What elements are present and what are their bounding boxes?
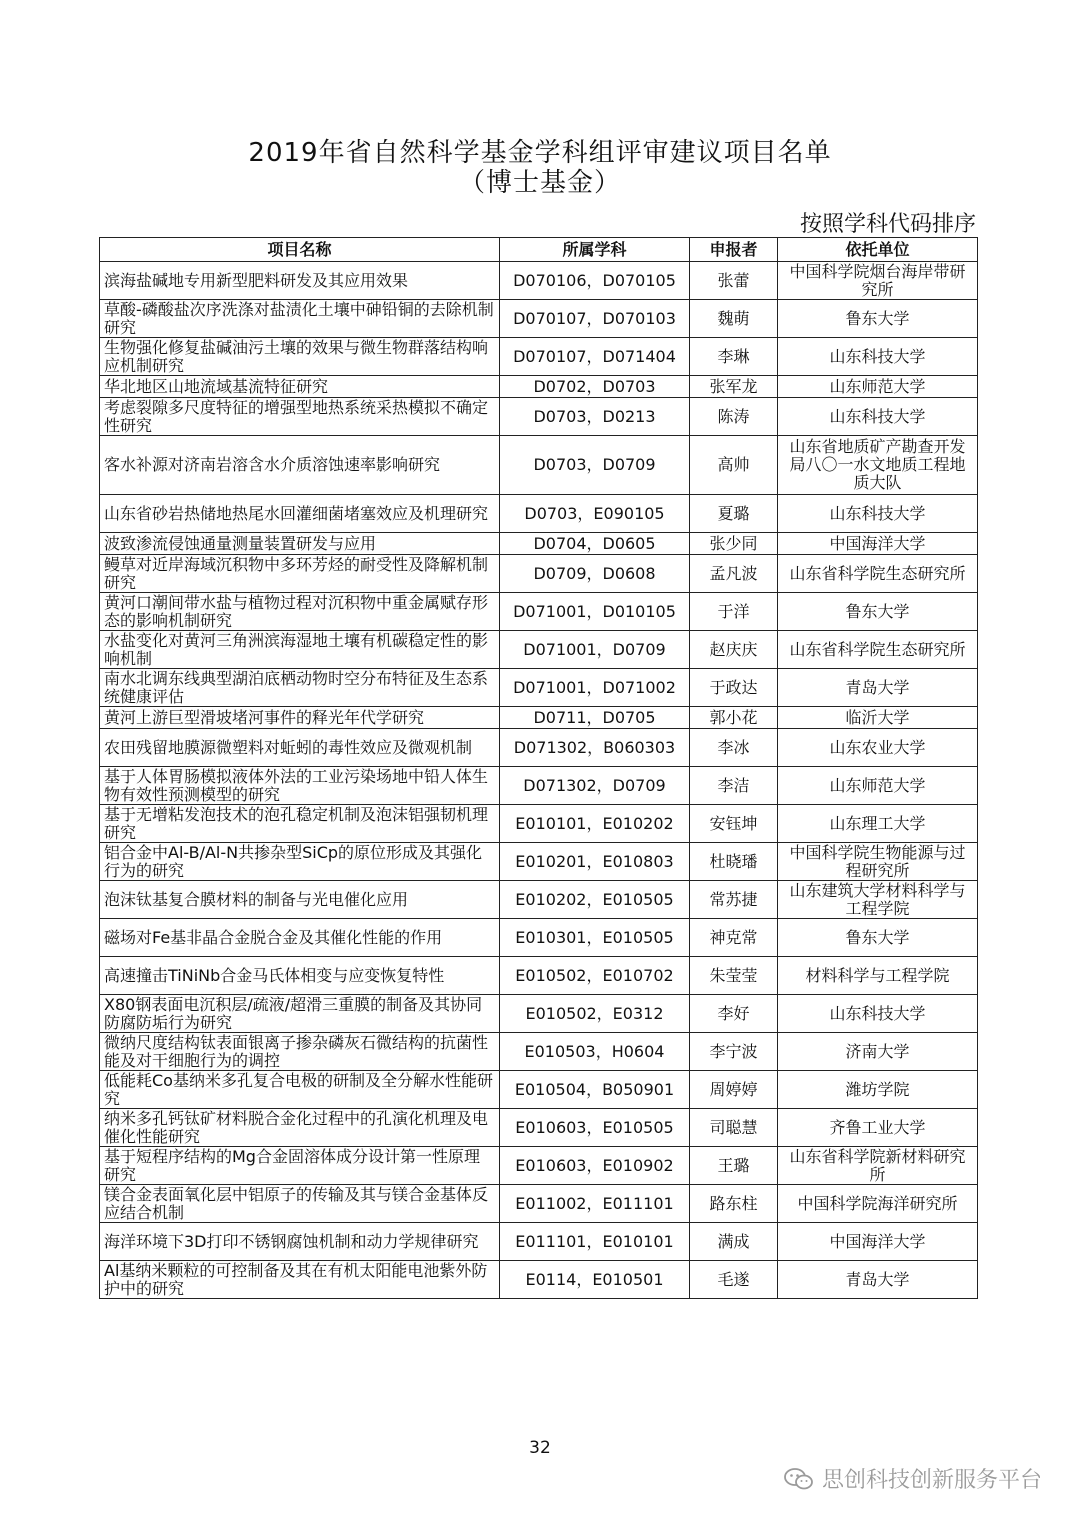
document-title: 2019年省自然科学基金学科组评审建议项目名单 bbox=[248, 138, 832, 168]
organization-cell: 鲁东大学 bbox=[778, 300, 978, 338]
subject-cell: E010301，E010505 bbox=[500, 919, 690, 957]
applicant-cell: 司聪慧 bbox=[690, 1109, 778, 1147]
sort-note: 按照学科代码排序 bbox=[799, 212, 976, 237]
applicant-cell: 孟凡波 bbox=[690, 555, 778, 593]
header-applicant: 申报者 bbox=[690, 238, 778, 262]
applicant-cell: 李洁 bbox=[690, 767, 778, 805]
applicant-cell: 张少同 bbox=[690, 533, 778, 555]
page-number: 32 bbox=[529, 1438, 551, 1458]
table-row bbox=[100, 533, 978, 555]
project-name-cell: 基于无增粘发泡技术的泡孔稳定机制及泡沫铝强韧机理研究 bbox=[100, 805, 500, 843]
subject-cell: E010504，B050901 bbox=[500, 1071, 690, 1109]
subject-cell: D0703，E090105 bbox=[500, 495, 690, 533]
organization-cell: 山东理工大学 bbox=[778, 805, 978, 843]
subject-cell: E010201，E010803 bbox=[500, 843, 690, 881]
organization-cell: 山东科技大学 bbox=[778, 338, 978, 376]
table-row bbox=[100, 1185, 978, 1223]
table-row bbox=[100, 995, 978, 1033]
subject-cell: E010101，E010202 bbox=[500, 805, 690, 843]
applicant-cell: 王璐 bbox=[690, 1147, 778, 1185]
table-row bbox=[100, 1147, 978, 1185]
table-row bbox=[100, 729, 978, 767]
header-subject: 所属学科 bbox=[500, 238, 690, 262]
table-row bbox=[100, 300, 978, 338]
organization-cell: 中国科学院烟台海岸带研究所 bbox=[778, 262, 978, 300]
project-name-cell: 磁场对Fe基非晶合金脱合金及其催化性能的作用 bbox=[100, 919, 500, 957]
project-name-cell: 山东省砂岩热储地热尾水回灌细菌堵塞效应及机理研究 bbox=[100, 495, 500, 533]
table-row bbox=[100, 919, 978, 957]
applicant-cell: 杜晓璠 bbox=[690, 843, 778, 881]
applicant-cell: 于政达 bbox=[690, 669, 778, 707]
project-name-cell: 草酸-磷酸盐次序洗涤对盐渍化土壤中砷铅铜的去除机制研究 bbox=[100, 300, 500, 338]
table-row bbox=[100, 1261, 978, 1299]
project-name-cell: 水盐变化对黄河三角洲滨海湿地土壤有机碳稳定性的影响机制 bbox=[100, 631, 500, 669]
project-name-cell: 泡沫钛基复合膜材料的制备与光电催化应用 bbox=[100, 881, 500, 919]
project-name-cell: 黄河口潮间带水盐与植物过程对沉积物中重金属赋存形态的影响机制研究 bbox=[100, 593, 500, 631]
organization-cell: 鲁东大学 bbox=[778, 593, 978, 631]
table-row bbox=[100, 805, 978, 843]
subject-cell: E010502，E010702 bbox=[500, 957, 690, 995]
organization-cell: 中国科学院生物能源与过程研究所 bbox=[778, 843, 978, 881]
project-name-cell: 客水补源对济南岩溶含水介质溶蚀速率影响研究 bbox=[100, 436, 500, 495]
subject-cell: E011002，E011101 bbox=[500, 1185, 690, 1223]
applicant-cell: 安钰坤 bbox=[690, 805, 778, 843]
project-name-cell: 华北地区山地流域基流特征研究 bbox=[100, 376, 500, 398]
organization-cell: 鲁东大学 bbox=[778, 919, 978, 957]
applicant-cell: 张军龙 bbox=[690, 376, 778, 398]
project-name-cell: 南水北调东线典型湖泊底栖动物时空分布特征及生态系统健康评估 bbox=[100, 669, 500, 707]
subject-cell: E010603，E010505 bbox=[500, 1109, 690, 1147]
project-name-cell: 镁合金表面氧化层中铝原子的传输及其与镁合金基体反应结合机制 bbox=[100, 1185, 500, 1223]
table-row bbox=[100, 495, 978, 533]
applicant-cell: 神克常 bbox=[690, 919, 778, 957]
subject-cell: D0711，D0705 bbox=[500, 707, 690, 729]
applicant-cell: 李宁波 bbox=[690, 1033, 778, 1071]
applicant-cell: 满成 bbox=[690, 1223, 778, 1261]
subject-cell: D071001，D010105 bbox=[500, 593, 690, 631]
project-name-cell: 黄河上游巨型滑坡堵河事件的释光年代学研究 bbox=[100, 707, 500, 729]
applicant-cell: 于洋 bbox=[690, 593, 778, 631]
subject-cell: E011101，E010101 bbox=[500, 1223, 690, 1261]
organization-cell: 青岛大学 bbox=[778, 1261, 978, 1299]
project-name-cell: 基于短程序结构的Mg合金固溶体成分设计第一性原理研究 bbox=[100, 1147, 500, 1185]
subject-cell: D070107，D070103 bbox=[500, 300, 690, 338]
table-header-row bbox=[100, 238, 978, 262]
subject-cell: D070107，D071404 bbox=[500, 338, 690, 376]
subject-cell: E010202，E010505 bbox=[500, 881, 690, 919]
applicant-cell: 夏璐 bbox=[690, 495, 778, 533]
table-row bbox=[100, 1109, 978, 1147]
organization-cell: 山东科技大学 bbox=[778, 495, 978, 533]
table-row bbox=[100, 707, 978, 729]
project-name-cell: X80钢表面电沉积层/疏液/超滑三重膜的制备及其协同防腐防垢行为研究 bbox=[100, 995, 500, 1033]
table-row bbox=[100, 1033, 978, 1071]
organization-cell: 山东农业大学 bbox=[778, 729, 978, 767]
organization-cell: 济南大学 bbox=[778, 1033, 978, 1071]
organization-cell: 山东省地质矿产勘查开发局八〇一水文地质工程地质大队 bbox=[778, 436, 978, 495]
table-row bbox=[100, 767, 978, 805]
applicant-cell: 郭小花 bbox=[690, 707, 778, 729]
applicant-cell: 魏萌 bbox=[690, 300, 778, 338]
table-row bbox=[100, 1223, 978, 1261]
project-name-cell: 生物强化修复盐碱油污土壤的效果与微生物群落结构响应机制研究 bbox=[100, 338, 500, 376]
table-row bbox=[100, 593, 978, 631]
applicant-cell: 张蕾 bbox=[690, 262, 778, 300]
organization-cell: 材料科学与工程学院 bbox=[778, 957, 978, 995]
project-name-cell: 滨海盐碱地专用新型肥料研发及其应用效果 bbox=[100, 262, 500, 300]
project-name-cell: Al基纳米颗粒的可控制备及其在有机太阳能电池紫外防护中的研究 bbox=[100, 1261, 500, 1299]
table-row bbox=[100, 398, 978, 436]
project-name-cell: 考虑裂隙多尺度特征的增强型地热系统采热模拟不确定性研究 bbox=[100, 398, 500, 436]
table-row bbox=[100, 436, 978, 495]
subject-cell: E010502，E0312 bbox=[500, 995, 690, 1033]
table-row bbox=[100, 631, 978, 669]
project-name-cell: 海洋环境下3D打印不锈钢腐蚀机制和动力学规律研究 bbox=[100, 1223, 500, 1261]
organization-cell: 山东科技大学 bbox=[778, 398, 978, 436]
applicant-cell: 李琳 bbox=[690, 338, 778, 376]
project-name-cell: 铝合金中Al-B/Al-N共掺杂型SiCp的原位形成及其强化行为的研究 bbox=[100, 843, 500, 881]
project-name-cell: 波致渗流侵蚀通量测量装置研发与应用 bbox=[100, 533, 500, 555]
organization-cell: 山东省科学院新材料研究所 bbox=[778, 1147, 978, 1185]
document-subtitle: （博士基金） bbox=[458, 168, 621, 198]
watermark bbox=[784, 1463, 1042, 1494]
table-row bbox=[100, 262, 978, 300]
organization-cell: 中国海洋大学 bbox=[778, 1223, 978, 1261]
table-row bbox=[100, 1071, 978, 1109]
wechat-icon bbox=[784, 1467, 814, 1491]
applicant-cell: 毛遂 bbox=[690, 1261, 778, 1299]
project-name-cell: 低能耗Co基纳米多孔复合电极的研制及全分解水性能研究 bbox=[100, 1071, 500, 1109]
organization-cell: 青岛大学 bbox=[778, 669, 978, 707]
table-row bbox=[100, 957, 978, 995]
project-name-cell: 鳗草对近岸海域沉积物中多环芳烃的耐受性及降解机制研究 bbox=[100, 555, 500, 593]
organization-cell: 齐鲁工业大学 bbox=[778, 1109, 978, 1147]
subject-cell: D0703，D0213 bbox=[500, 398, 690, 436]
watermark-text: 思创科技创新服务平台 bbox=[821, 1468, 1042, 1493]
subject-cell: D071001，D071002 bbox=[500, 669, 690, 707]
applicant-cell: 朱莹莹 bbox=[690, 957, 778, 995]
organization-cell: 山东建筑大学材料科学与工程学院 bbox=[778, 881, 978, 919]
applicant-cell: 周婷婷 bbox=[690, 1071, 778, 1109]
header-organization: 依托单位 bbox=[778, 238, 978, 262]
subject-cell: D0702，D0703 bbox=[500, 376, 690, 398]
organization-cell: 山东科技大学 bbox=[778, 995, 978, 1033]
table-row bbox=[100, 555, 978, 593]
table-row bbox=[100, 376, 978, 398]
applicant-cell: 常苏捷 bbox=[690, 881, 778, 919]
subject-cell: D071302，D0709 bbox=[500, 767, 690, 805]
applicant-cell: 李冰 bbox=[690, 729, 778, 767]
project-name-cell: 微纳尺度结构钛表面银离子掺杂磷灰石微结构的抗菌性能及对干细胞行为的调控 bbox=[100, 1033, 500, 1071]
applicant-cell: 陈涛 bbox=[690, 398, 778, 436]
table-row bbox=[100, 338, 978, 376]
subject-cell: E0114，E010501 bbox=[500, 1261, 690, 1299]
subject-cell: D071001，D0709 bbox=[500, 631, 690, 669]
project-table bbox=[99, 237, 978, 1299]
organization-cell: 中国科学院海洋研究所 bbox=[778, 1185, 978, 1223]
subject-cell: D0704，D0605 bbox=[500, 533, 690, 555]
table-row bbox=[100, 669, 978, 707]
subject-cell: E010503，H0604 bbox=[500, 1033, 690, 1071]
organization-cell: 潍坊学院 bbox=[778, 1071, 978, 1109]
subject-cell: D071302，B060303 bbox=[500, 729, 690, 767]
project-name-cell: 纳米多孔钙钛矿材料脱合金化过程中的孔演化机理及电催化性能研究 bbox=[100, 1109, 500, 1147]
organization-cell: 山东师范大学 bbox=[778, 767, 978, 805]
organization-cell: 山东省科学院生态研究所 bbox=[778, 555, 978, 593]
project-name-cell: 农田残留地膜源微塑料对蚯蚓的毒性效应及微观机制 bbox=[100, 729, 500, 767]
organization-cell: 临沂大学 bbox=[778, 707, 978, 729]
project-name-cell: 高速撞击TiNiNb合金马氏体相变与应变恢复特性 bbox=[100, 957, 500, 995]
subject-cell: E010603，E010902 bbox=[500, 1147, 690, 1185]
applicant-cell: 路东柱 bbox=[690, 1185, 778, 1223]
table-body bbox=[100, 262, 978, 1299]
subject-cell: D0709，D0608 bbox=[500, 555, 690, 593]
table-row bbox=[100, 881, 978, 919]
organization-cell: 山东省科学院生态研究所 bbox=[778, 631, 978, 669]
applicant-cell: 高帅 bbox=[690, 436, 778, 495]
header-project-name: 项目名称 bbox=[100, 238, 500, 262]
subject-cell: D0703，D0709 bbox=[500, 436, 690, 495]
applicant-cell: 赵庆庆 bbox=[690, 631, 778, 669]
organization-cell: 山东师范大学 bbox=[778, 376, 978, 398]
project-name-cell: 基于人体胃肠模拟液体外法的工业污染场地中铅人体生物有效性预测模型的研究 bbox=[100, 767, 500, 805]
organization-cell: 中国海洋大学 bbox=[778, 533, 978, 555]
subject-cell: D070106，D070105 bbox=[500, 262, 690, 300]
table-row bbox=[100, 843, 978, 881]
applicant-cell: 李好 bbox=[690, 995, 778, 1033]
